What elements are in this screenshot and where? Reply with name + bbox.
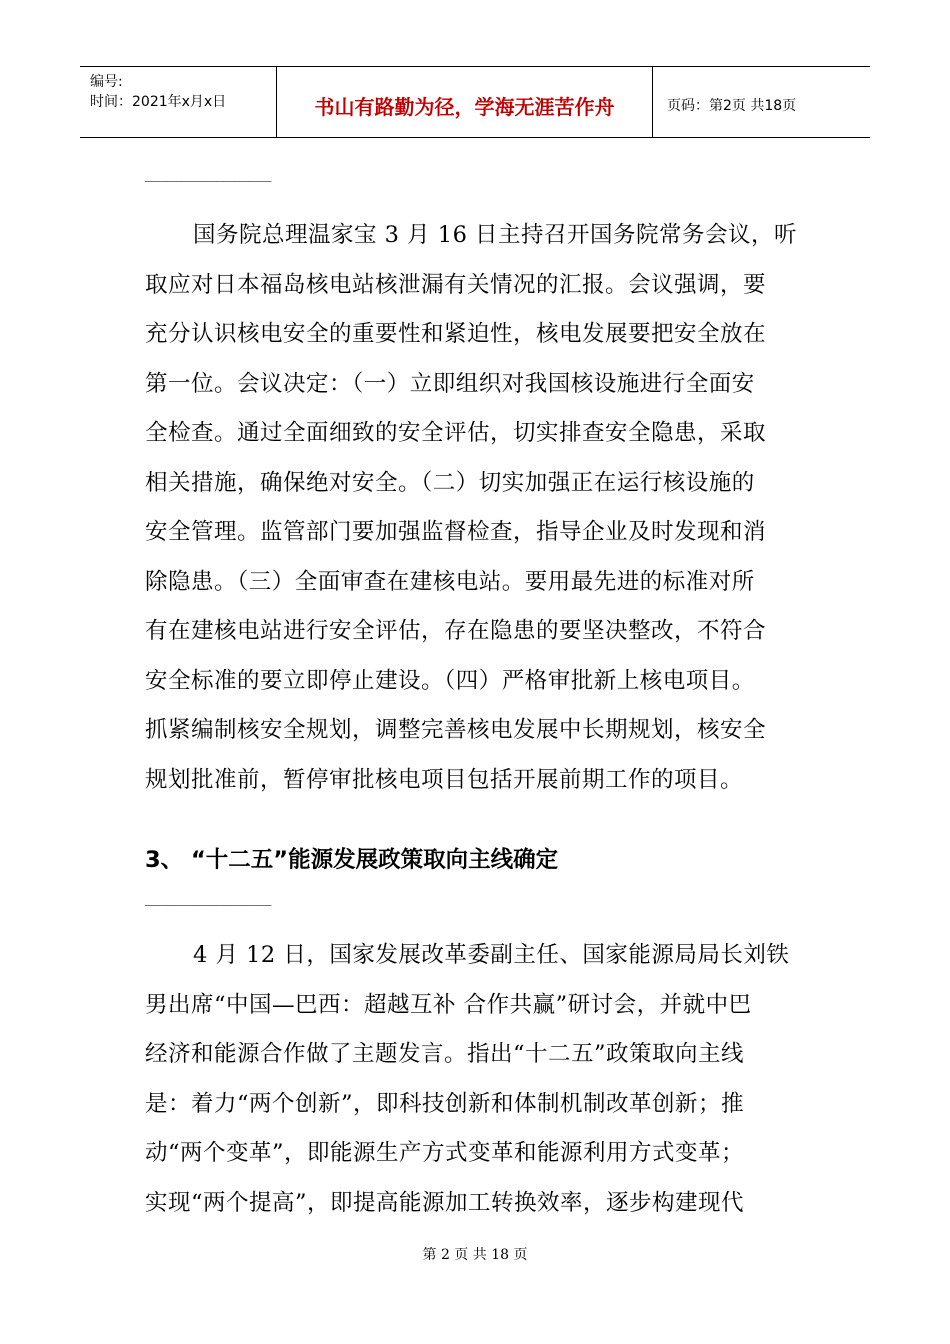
- text-line: 相关措施，确保绝对安全。（二）切实加强正在运行核设施的: [145, 469, 755, 496]
- text-line: 取应对日本福岛核电站核泄漏有关情况的汇报。会议强调，要: [145, 271, 767, 298]
- text-line: 4 月 12 日，国家发展改革委副主任、国家能源局局长刘铁: [193, 942, 790, 968]
- text-line: 有在建核电站进行安全评估，存在隐患的要坚决整改，不符合: [145, 618, 767, 644]
- text-line: 实现“两个提高”，即提高能源加工转换效率，逐步构建现代: [145, 1189, 745, 1216]
- separator-line: _______________: [145, 890, 272, 906]
- text-line: 规划批准前，暂停审批核电项目包括开展前期工作的项目。: [145, 766, 744, 793]
- header-page-info: 页码：第2页 共18页: [667, 98, 797, 114]
- section-heading: 3、 “十二五”能源发展政策取向主线确定: [145, 847, 559, 873]
- page-footer: 第 2 页 共 18 页: [422, 1247, 528, 1263]
- page-header: [80, 66, 870, 138]
- document-number-label: 编号:: [90, 74, 123, 90]
- text-line: 经济和能源合作做了主题发言。指出“十二五”政策取向主线: [145, 1041, 745, 1067]
- text-line: 男出席“中国—巴西：超越互补 合作共赢”研讨会，并就中巴: [145, 991, 752, 1018]
- text-line: 全检查。通过全面细致的安全评估，切实排查安全隐患，采取: [145, 420, 767, 446]
- header-motto: 书山有路勤为径，学海无涯苦作舟: [314, 95, 615, 119]
- text-line: 充分认识核电安全的重要性和紧迫性，核电发展要把安全放在: [145, 321, 767, 347]
- text-line: 第一位。会议决定：（一）立即组织对我国核设施进行全面安: [145, 370, 755, 397]
- text-line: 是：着力“两个创新”，即科技创新和体制机制改革创新；推: [145, 1090, 745, 1117]
- text-line: 动“两个变革”，即能源生产方式变革和能源利用方式变革；: [145, 1140, 745, 1166]
- header-page-cell: [653, 67, 870, 137]
- text-line: 安全管理。监管部门要加强监督检查，指导企业及时发现和消: [145, 519, 767, 545]
- separator-line: _______________: [145, 166, 272, 182]
- header-motto-cell: [277, 67, 653, 137]
- paragraph-energy-policy: [145, 931, 810, 1228]
- text-line: 安全标准的要立即停止建设。（四）严格审批新上核电项目。: [145, 667, 755, 694]
- text-line: 国务院总理温家宝 3 月 16 日主持召开国务院常务会议，听: [193, 222, 798, 248]
- paragraph-state-council: [145, 211, 810, 805]
- header-info-cell: [80, 67, 277, 137]
- text-line: 抓紧编制核安全规划，调整完善核电发展中长期规划，核安全: [145, 717, 767, 743]
- document-date-label: 时间：2021年x月x日: [90, 94, 227, 110]
- text-line: 除隐患。（三）全面审查在建核电站。要用最先进的标准对所: [145, 568, 755, 595]
